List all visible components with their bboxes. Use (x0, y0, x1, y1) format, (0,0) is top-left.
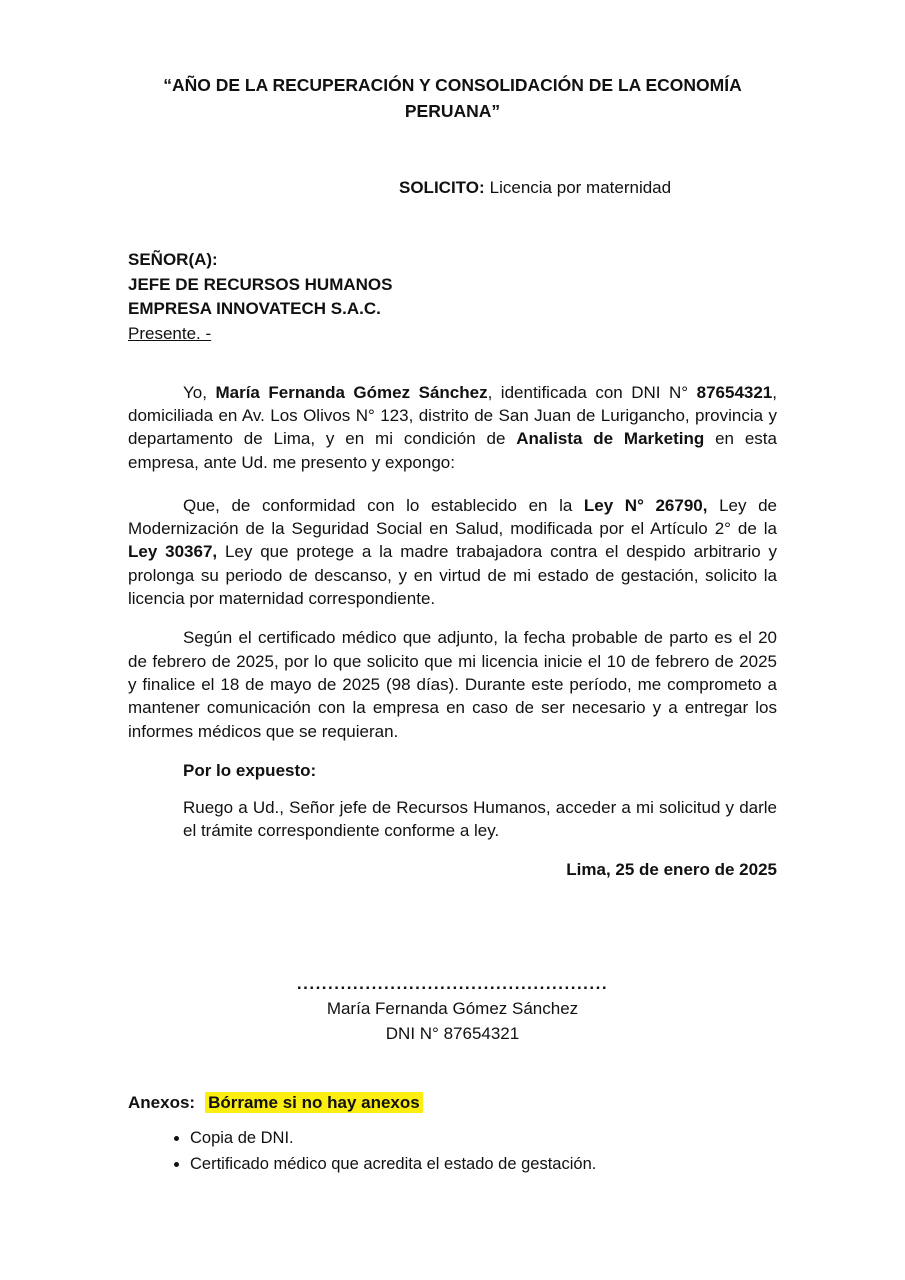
anexos-placeholder-note: Bórrame si no hay anexos (205, 1092, 423, 1113)
signature-dotted-line: .................................................. (296, 974, 609, 994)
closing-request: Ruego a Ud., Señor jefe de Recursos Humanos, acceder a mi solicitud y darle el trámite correspondiente conforme a ley. (183, 798, 777, 841)
anexos-item-dni: • Copia de DNI. (190, 1128, 777, 1150)
year-motto-heading: “AÑO DE LA RECUPERACIÓN Y CONSOLIDACIÓN DE LA ECONOMÍA PERUANA” (163, 75, 742, 121)
anexos-list (128, 1128, 777, 1175)
signature-block (128, 971, 777, 1046)
addressee-presente: Presente. - (128, 324, 212, 344)
anexos-label: Anexos: (128, 1093, 196, 1113)
signature-name: María Fernanda Gómez Sánchez (326, 999, 579, 1019)
anexos-item-medical-certificate: • Certificado médico que acredita el estado de gestación. (190, 1154, 777, 1176)
subject-line (399, 176, 777, 199)
addressee-company: EMPRESA INNOVATECH S.A.C. (128, 299, 381, 319)
subject-label: SOLICITO: (399, 178, 485, 197)
addressee-block (128, 248, 777, 346)
signature-dni: DNI N° 87654321 (385, 1024, 520, 1044)
addressee-salutation: SEÑOR(A): (128, 250, 218, 270)
paragraph-identification: Yo, María Fernanda Gómez Sánchez, identificada con DNI N° 87654321, domiciliada en Av. Los Olivos N° 123, distrito de San Juan de Lurigancho, provincia y departamento de Lima, y en mi condición de Analista de Marketing en esta empresa, ante Ud. me presento y expongo: (128, 382, 777, 472)
anexos-line (128, 1091, 777, 1114)
subject-value: Licencia por maternidad (489, 178, 672, 197)
paragraph-legal-basis: Que, de conformidad con lo establecido en la Ley N° 26790, Ley de Modernización de la Seguridad Social en Salud, modificada por el Artículo 2° de la Ley 30367, Ley que protege a la madre trabajadora contra el despido arbitrario y prolonga su periodo de descanso, y en virtud de mi estado de gestación, solicito la licencia por maternidad correspondiente. (128, 495, 778, 609)
paragraph-leave-dates: Según el certificado médico que adjunto, la fecha probable de parto es el 20 de febrero de 2025, por lo que solicito que mi licencia inicie el 10 de febrero de 2025 y finalice el 18 de mayo de 2025 (98 días). Durante este período, me comprometo a mantener comunicación con la empresa en caso de ser necesario y a entregar los informes médicos que se requieran. (128, 628, 777, 741)
closing-heading: Por lo expuesto: (183, 760, 317, 780)
addressee-position: JEFE DE RECURSOS HUMANOS (128, 274, 393, 294)
date-line: Lima, 25 de enero de 2025 (566, 859, 777, 879)
